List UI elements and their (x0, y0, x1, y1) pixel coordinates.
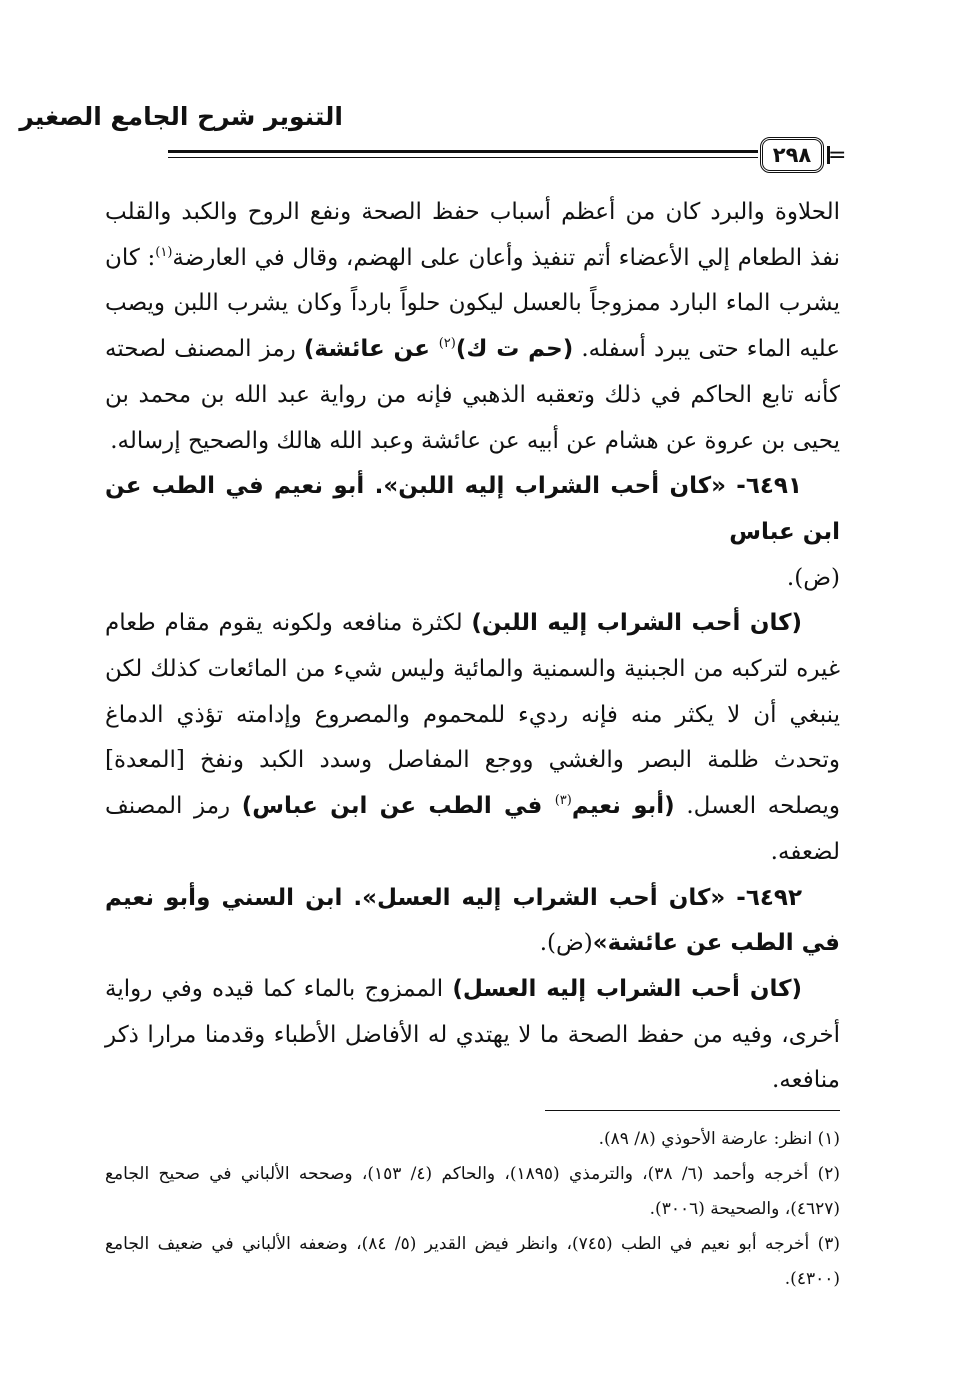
running-header-title: التنوير شرح الجامع الصغير (19, 102, 343, 131)
page-number: ٢٩٨ (760, 137, 824, 173)
source-code: (حم ت ك) (455, 336, 574, 363)
main-text (105, 190, 840, 1104)
hadith-6491: ٦٤٩١- «كان أحب الشراب إليه اللبن». أبو نعيم في الطب عن ابن عباس (ض). (105, 473, 840, 591)
header-rule-thin (168, 157, 758, 158)
paragraph-1: الحلاوة والبرد كان من أعظم أسباب حفظ الصحة ونفع الروح والكبد والقلب نفذ الطعام إلي الأعضاء أتم تنفيذ وأعان على الهضم، وقال في العارضة$^{(١)}$: كان يشرب الماء البارد ممزوجاً بالعسل ليكون حلواً بارداً وكان يشرب اللبن ويصب عليه الماء حتى يبرد أسفله. (حم ت ك)$^{(٢)}$ عن عائشة) رمز المصنف لصحته كأنه تابع الحاكم في ذلك وتعقبه الذهبي فإنه من رواية عبد الله بن محمد بن يحيى بن عروة عن هشام عن أبيه عن عائشة وعبد الله هالك والصحيح إرساله. (105, 199, 840, 454)
footnotes (105, 1122, 840, 1297)
narrator-aisha: عن عائشة) (303, 336, 439, 363)
hadith-6492: ٦٤٩٢- «كان أحب الشراب إليه العسل». ابن السني وأبو نعيم في الطب عن عائشة»(ض). (105, 884, 840, 957)
header-ornament: = (828, 143, 847, 168)
header-rule-thick (168, 150, 758, 153)
footnote-ref-1: (١) (155, 244, 173, 260)
paragraph-2: (كان أحب الشراب إليه اللبن) لكثرة منافعه ولكونه يقوم مقام طعام غيره لتركبه من الجبنية والسمنية والمائية وليس شيء من المائعات كذلك لكن ينبغي أن لا يكثر منه فإنه رديء للمحموم والمصروع وإدامته تؤذي الدماغ وتحدث ظلمة البصر والغشي ووجع المفاصل وسدد الكبد ونفخ [المعدة] ويصلحه العسل. (أبو نعيم$^{(٣)}$ في الطب عن ابن عباس) رمز المصنف لضعفه. (105, 610, 840, 865)
footnote-2: (٢) أخرجه وأحمد (٦/ ٣٨)، والترمذي (١٨٩٥)، والحاكم (٤/ ١٥٣)، وصححه الألباني في صحيح الجامع (٤٦٢٧)، والصحيحة (٣٠٠٦). (105, 1164, 840, 1219)
footnote-ref-2: (٢) (438, 336, 456, 352)
footnote-separator (545, 1110, 840, 1111)
footnote-3: (٣) أخرجه أبو نعيم في الطب (٧٤٥)، وانظر فيض القدير (٥/ ٨٤)، وضعفه الألباني في ضعيف الجامع (٤٣٠٠). (105, 1234, 840, 1289)
paragraph-3: (كان أحب الشراب إليه العسل) الممزوج بالماء كما قيده وفي رواية أخرى، وفيه من حفظ الصحة ما لا يهتدي له الأفاضل الأطباء وقدمنا مرارا ذكر منافعه. (105, 975, 840, 1094)
footnote-ref-3: (٣) (554, 793, 572, 809)
footnote-1: (١) انظر: عارضة الأحوذي (٨/ ٨٩). (598, 1129, 840, 1149)
